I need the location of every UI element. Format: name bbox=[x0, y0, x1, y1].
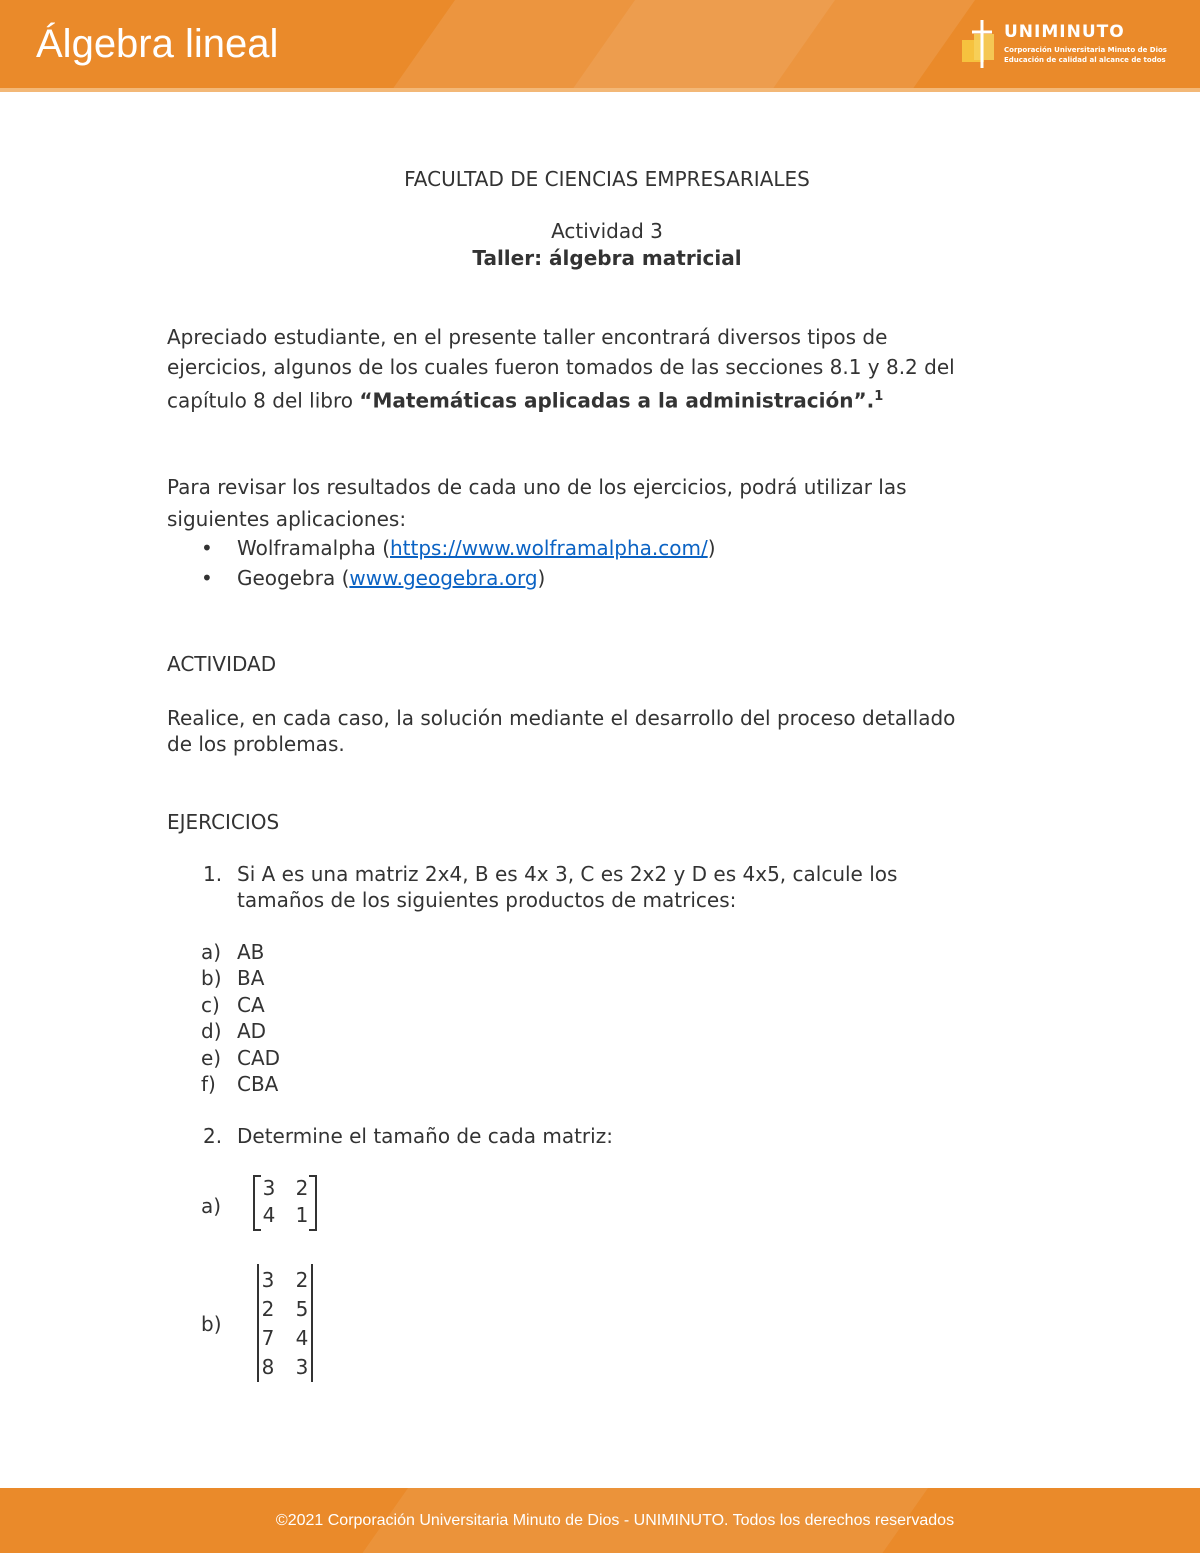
exercise-1 bbox=[167, 859, 1047, 919]
matrix-cell: 3 bbox=[261, 1268, 275, 1292]
matrix-cell: 4 bbox=[262, 1203, 276, 1227]
app-name: Wolframalpha ( bbox=[237, 536, 390, 560]
bullet-icon: • bbox=[201, 536, 213, 560]
course-title: Álgebra lineal bbox=[36, 22, 279, 66]
footnote-marker: 1 bbox=[874, 389, 884, 404]
workshop-title: Taller: álgebra matricial bbox=[472, 246, 742, 270]
list-item: AD bbox=[237, 1019, 267, 1043]
matrix-cell: 2 bbox=[295, 1268, 309, 1292]
list-item-label: b) bbox=[201, 966, 222, 990]
geogebra-link[interactable]: www.geogebra.org bbox=[349, 566, 538, 590]
exercise-number: 2. bbox=[203, 1124, 223, 1148]
intro-line-2: ejercicios, algunos de los cuales fueron tomados de las secciones 8.1 y 8.2 del bbox=[167, 355, 955, 379]
activity-title: Actividad 3 bbox=[551, 219, 663, 243]
app-list-item: • Geogebra (www.geogebra.org) bbox=[167, 563, 1047, 593]
matrix-b-label: b) bbox=[201, 1312, 222, 1336]
page-header bbox=[0, 0, 1200, 88]
matrix-a-label: a) bbox=[201, 1194, 222, 1218]
review-line-2: siguientes aplicaciones: bbox=[167, 507, 407, 531]
logo-tagline: Educación de calidad al alcance de todos bbox=[1004, 56, 1166, 64]
review-line-1: Para revisar los resultados de cada uno de los ejercicios, podrá utilizar las bbox=[167, 475, 907, 499]
list-item-label: d) bbox=[201, 1019, 222, 1043]
bullet-icon: • bbox=[201, 566, 213, 590]
exercise-2 bbox=[167, 1121, 1047, 1151]
logo-name: UNIMINUTO bbox=[1004, 22, 1125, 42]
logo-subtitle: Corporación Universitaria Minuto de Dios bbox=[1004, 46, 1167, 54]
activity-text-line-2: de los problemas. bbox=[167, 732, 345, 756]
list-item-label: e) bbox=[201, 1046, 222, 1070]
list-item: CA bbox=[237, 993, 265, 1017]
matrix-cell: 2 bbox=[295, 1176, 309, 1200]
matrix-cell: 3 bbox=[262, 1176, 276, 1200]
list-item: BA bbox=[237, 966, 265, 990]
list-item: CAD bbox=[237, 1046, 281, 1070]
faculty-heading: FACULTAD DE CIENCIAS EMPRESARIALES bbox=[404, 167, 810, 191]
matrix-cell: 4 bbox=[295, 1326, 309, 1350]
matrix-cell: 5 bbox=[295, 1297, 309, 1321]
intro-line-3 bbox=[167, 382, 883, 416]
header-divider bbox=[0, 88, 1200, 92]
list-item-label: f) bbox=[201, 1072, 216, 1096]
page-footer bbox=[0, 1488, 1200, 1553]
matrix-cell: 8 bbox=[261, 1355, 275, 1379]
exercises-heading: EJERCICIOS bbox=[167, 810, 280, 834]
intro-line-3-prefix: capítulo 8 del libro bbox=[167, 388, 360, 413]
list-item-label: c) bbox=[201, 993, 220, 1017]
matrix-cell: 1 bbox=[295, 1203, 309, 1227]
list-item-label: a) bbox=[201, 940, 222, 964]
matrix-a bbox=[253, 1175, 319, 1231]
wolframalpha-link[interactable]: https://www.wolframalpha.com/ bbox=[390, 536, 708, 560]
exercise-1-items bbox=[167, 937, 467, 1097]
exercise-1-line-2: tamaños de los siguientes productos de matrices: bbox=[237, 888, 737, 912]
matrix-cell: 2 bbox=[261, 1297, 275, 1321]
app-list-item: • Wolframalpha (https://www.wolframalpha.com/) bbox=[167, 533, 1047, 563]
list-item: AB bbox=[237, 940, 265, 964]
activity-heading: ACTIVIDAD bbox=[167, 652, 277, 676]
list-item: CBA bbox=[237, 1072, 279, 1096]
matrix-b bbox=[255, 1264, 317, 1382]
app-name: Geogebra ( bbox=[237, 566, 350, 590]
copyright-text: ©2021 Corporación Universitaria Minuto de Dios - UNIMINUTO. Todos los derechos reservados bbox=[275, 1512, 955, 1529]
activity-text-line-1: Realice, en cada caso, la solución mediante el desarrollo del proceso detallado bbox=[167, 706, 956, 730]
exercise-number: 1. bbox=[203, 862, 223, 886]
matrix-cell: 7 bbox=[261, 1326, 275, 1350]
exercise-1-line-1: Si A es una matriz 2x4, B es 4x 3, C es 2x2 y D es 4x5, calcule los bbox=[237, 862, 898, 886]
uniminuto-logo bbox=[960, 18, 1167, 72]
intro-line-1: Apreciado estudiante, en el presente taller encontrará diversos tipos de bbox=[167, 325, 888, 349]
matrix-cell: 3 bbox=[295, 1355, 309, 1379]
exercise-2-text: Determine el tamaño de cada matriz: bbox=[237, 1124, 613, 1148]
book-title: “Matemáticas aplicadas a la administración”. bbox=[359, 388, 875, 413]
uniminuto-logo-icon bbox=[960, 18, 1000, 70]
